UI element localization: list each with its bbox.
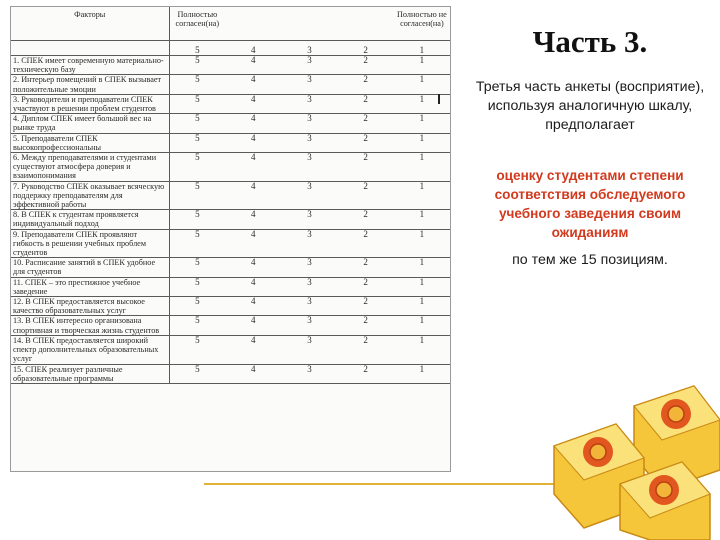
table-row [11,75,450,94]
score-cell: 5 [169,258,225,277]
score-cell: 5 [169,316,225,335]
decorative-keys-graphic [534,372,720,540]
factor-text: 9. Преподаватели СПЕК проявляют гибкость в решении учебных проблем студентов [11,229,169,258]
factor-text: 12. В СПЕК предоставляется высокое качество образовательных услуг [11,297,169,316]
factor-text: 7. Руководство СПЕК оказывает всяческую поддержку преподавателям для эффективной работы [11,181,169,210]
table-row [11,364,450,383]
score-cell: 2 [338,181,394,210]
score-cell: 4 [225,153,281,182]
score-cell: 1 [394,56,450,75]
header-fully-disagree: Полностью не согласен(на) [394,7,450,41]
score-cell: 4 [225,133,281,152]
score-cell: 1 [394,364,450,383]
score-cell: 2 [338,94,394,113]
score-cell: 4 [225,181,281,210]
score-cell: 4 [225,229,281,258]
table-row [11,133,450,152]
table-row [11,335,450,364]
table-row [11,56,450,75]
score-cell: 2 [338,133,394,152]
score-cell: 5 [169,297,225,316]
score-cell: 5 [169,133,225,152]
table-row [11,114,450,133]
score-cell: 2 [338,316,394,335]
score-cell: 1 [394,181,450,210]
score-cell: 2 [338,297,394,316]
score-cell: 1 [394,114,450,133]
score-cell: 2 [338,258,394,277]
slide-title: Часть 3. [532,24,648,59]
factor-text: 6. Между преподавателями и студентами существуют атмосфера доверия и взаимопонимания [11,153,169,182]
factor-text: 13. В СПЕК интересно организована спортивная и творческая жизнь студентов [11,316,169,335]
factor-text: 11. СПЕК – это престижное учебное заведение [11,277,169,296]
score-cell: 1 [394,210,450,229]
score-cell: 5 [169,229,225,258]
score-cell: 3 [281,56,337,75]
score-cell: 5 [169,364,225,383]
score-cell: 4 [225,364,281,383]
header-factors: Факторы [11,7,169,41]
score-cell: 4 [225,335,281,364]
score-cell: 2 [338,364,394,383]
table-row [11,229,450,258]
highlight-text: оценку студентами степени соответствия обследуемого учебного заведения своим ожиданиям [494,168,686,240]
survey-table [11,7,450,384]
score-cell: 4 [225,75,281,94]
score-cell: 4 [225,210,281,229]
score-cell: 5 [169,114,225,133]
factor-text: 8. В СПЕК к студентам проявляется индивидуальный подход [11,210,169,229]
score-cell: 1 [394,297,450,316]
score-cell: 5 [169,75,225,94]
table-row [11,210,450,229]
score-cell: 3 [281,133,337,152]
score-cell: 3 [281,181,337,210]
intro-text: Третья часть анкеты (восприятие), используя аналогичную шкалу, предполагает [475,79,705,133]
score-cell: 5 [169,153,225,182]
scale-value: 1 [394,41,450,56]
score-cell: 1 [394,75,450,94]
score-cell: 3 [281,229,337,258]
table-row [11,181,450,210]
score-cell: 2 [338,153,394,182]
header-fully-agree: Полностью согласен(на) [169,7,225,41]
score-cell: 5 [169,335,225,364]
score-cell: 3 [281,316,337,335]
score-cell: 3 [281,210,337,229]
score-cell: 1 [394,229,450,258]
score-cell: 5 [169,277,225,296]
score-cell: 4 [225,316,281,335]
factor-text: 10. Расписание занятий в СПЕК удобное для студентов [11,258,169,277]
score-cell: 1 [394,133,450,152]
factor-text: 15. СПЕК реализует различные образовательные программы [11,364,169,383]
score-cell: 2 [338,75,394,94]
score-cell: 4 [225,94,281,113]
score-cell: 3 [281,153,337,182]
score-cell: 3 [281,297,337,316]
survey-table-scan [10,6,451,472]
scale-value: 3 [281,41,337,56]
header-blank-3 [281,7,337,41]
score-cell: 4 [225,297,281,316]
scale-row [11,41,450,56]
score-cell: 5 [169,181,225,210]
score-cell: 1 [394,335,450,364]
score-cell: 5 [169,94,225,113]
text-cursor-mark [438,94,440,104]
score-cell: 2 [338,56,394,75]
table-row [11,297,450,316]
score-cell: 4 [225,277,281,296]
factor-text: 2. Интерьер помещений в СПЕК вызывает положительные эмоции [11,75,169,94]
score-cell: 3 [281,335,337,364]
score-cell: 1 [394,153,450,182]
score-cell: 3 [281,114,337,133]
score-cell: 2 [338,277,394,296]
factor-text: 4. Диплом СПЕК имеет большой вес на рынке труда [11,114,169,133]
factor-text: 5. Преподаватели СПЕК высокопрофессиональны [11,133,169,152]
score-cell: 2 [338,210,394,229]
table-row [11,94,450,113]
score-cell: 3 [281,94,337,113]
table-row [11,277,450,296]
score-cell: 3 [281,258,337,277]
table-row [11,258,450,277]
outro-text: по тем же 15 позициям. [512,252,668,268]
score-cell: 5 [169,56,225,75]
score-cell: 5 [169,210,225,229]
score-cell: 3 [281,75,337,94]
header-blank-4 [225,7,281,41]
score-cell: 1 [394,277,450,296]
table-row [11,316,450,335]
score-cell: 1 [394,94,450,113]
score-cell: 4 [225,114,281,133]
score-cell: 3 [281,364,337,383]
factor-text: 1. СПЕК имеет современную материально-техническую базу [11,56,169,75]
scale-value: 4 [225,41,281,56]
table-header-row [11,7,450,41]
table-row [11,153,450,182]
score-cell: 2 [338,229,394,258]
score-cell: 1 [394,258,450,277]
score-cell: 1 [394,316,450,335]
scale-value: 5 [169,41,225,56]
factor-text: 3. Руководители и преподаватели СПЕК участвуют в решении проблем студентов [11,94,169,113]
scale-blank [11,41,169,56]
score-cell: 3 [281,277,337,296]
factor-text: 14. В СПЕК предоставляется широкий спектр дополнительных образовательных услуг [11,335,169,364]
scale-value: 2 [338,41,394,56]
header-blank-2 [338,7,394,41]
score-cell: 2 [338,335,394,364]
score-cell: 2 [338,114,394,133]
score-cell: 4 [225,56,281,75]
score-cell: 4 [225,258,281,277]
